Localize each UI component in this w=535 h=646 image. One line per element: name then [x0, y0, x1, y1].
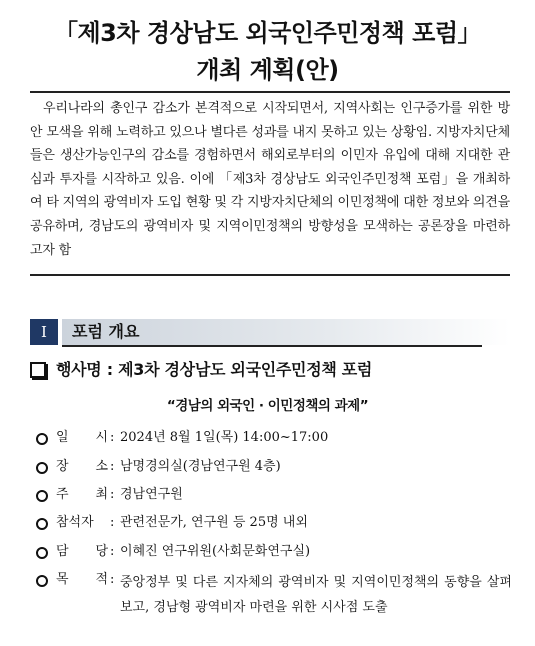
detail-label: 주 최 — [56, 487, 108, 502]
document-subtitle: 개최 계획(안) — [196, 56, 339, 84]
summary-box — [30, 91, 510, 276]
detail-value: 2024년 8월 1일(목) 14:00~17:00 — [120, 430, 329, 445]
document-title: 「제3차 경상남도 외국인주민정책 포럼」 — [53, 19, 482, 47]
detail-value: 중앙정부 및 다른 지자체의 광역비자 및 지역이민정책의 동향을 살펴보고, 경남형 광역비자 마련을 위한 시사점 도출 — [120, 575, 512, 615]
checkbox-square-icon — [30, 362, 46, 378]
circle-bullet-icon — [36, 462, 48, 474]
detail-label: 목 적 — [56, 572, 108, 587]
circle-bullet-icon — [36, 575, 48, 587]
event-name: 행사명 : 제3차 경상남도 외국인주민정책 포럼 — [56, 360, 373, 379]
section-number: I — [30, 319, 58, 345]
circle-bullet-icon — [36, 547, 48, 559]
detail-label: 일 시 — [56, 430, 108, 445]
circle-bullet-icon — [36, 490, 48, 502]
detail-label: 참석자 — [56, 515, 94, 530]
section-title: 포럼 개요 — [72, 322, 140, 341]
circle-bullet-icon — [36, 433, 48, 445]
section-header — [30, 319, 510, 345]
circle-bullet-icon — [36, 518, 48, 530]
detail-value: 경남연구원 — [120, 487, 183, 502]
detail-label: 담 당 — [56, 544, 108, 559]
detail-value: 이혜진 연구위원(사회문화연구실) — [120, 544, 311, 559]
detail-value: 남명경의실(경남연구원 4층) — [120, 459, 281, 474]
summary-text: 우리나라의 총인구 감소가 본격적으로 시작되면서, 지역사회는 인구증가를 위한 방안 모색을 위해 노력하고 있으나 별다른 성과를 내지 못하고 있는 상황임. 지방자치단체들은 생산가능인구의 감소를 경험하면서 해외로부터의 이민자 유입에 대해 지대한 관심과 투자를 시작하고 있음. 이에 「제3차 경상남도 외국인주민정책 포럼」을 개최하여 타 지역의 광역비자 도입 현황 및 각 지방자치단체의 이민정책에 대한 정보와 의견을 공유하며, 경남도의 광역비자 및 지역이민정책의 방향성을 모색하는 공론장을 마련하고자 함 — [30, 101, 510, 258]
detail-value: 관련전문가, 연구원 등 25명 내외 — [120, 515, 308, 530]
section-underline — [62, 345, 482, 347]
detail-label: 장 소 — [56, 459, 108, 474]
forum-subtitle: “경남의 외국인 · 이민정책의 과제” — [166, 398, 369, 414]
